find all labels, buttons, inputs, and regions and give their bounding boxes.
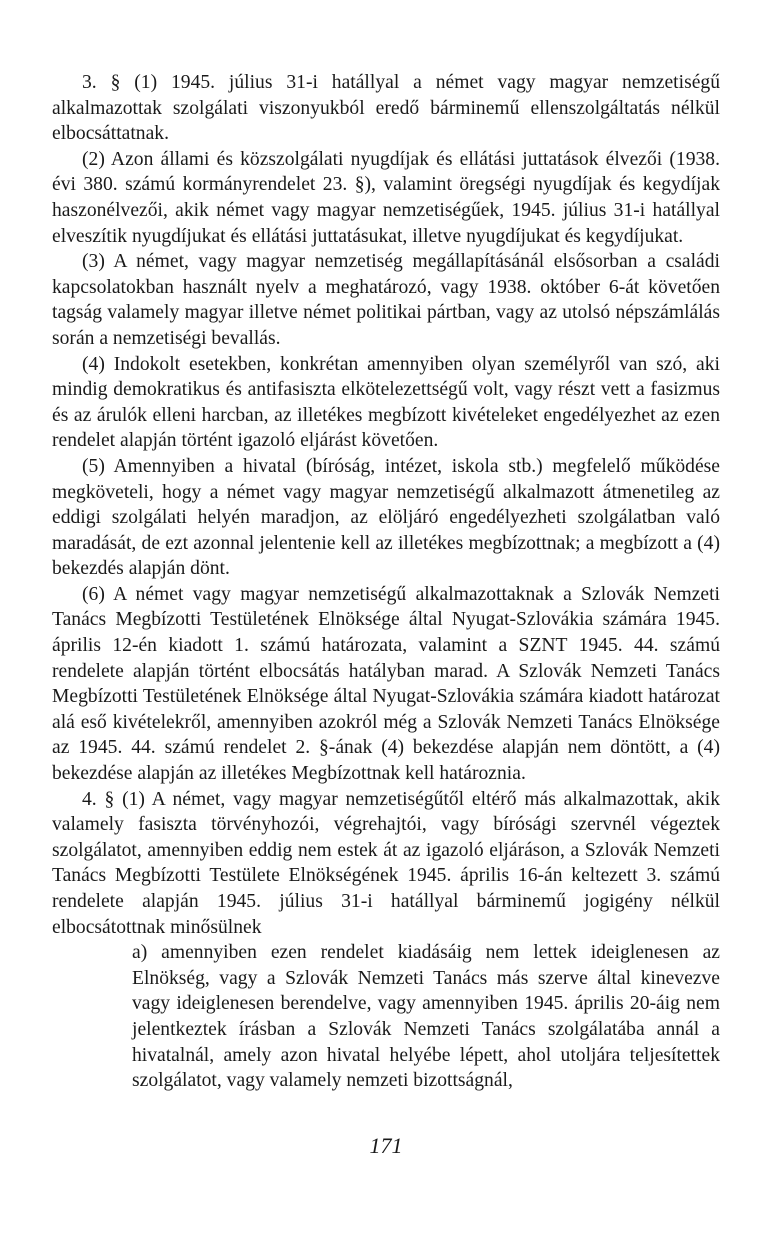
page-number: 171 bbox=[369, 1133, 403, 1158]
paragraph-3-2: (2) Azon állami és közszolgálati nyugdíjak és ellátási juttatások élvezői (1938. évi 380. számú kormányrendelet 23. §), valamint öregségi nyugdíjak és kegydíjak haszonélvezői, akik német vagy magyar nemzetiségűek, 1945. július 31-i hatállyal elveszítik nyugdíjukat és ellátási juttatásukat, illetve nyugdíjukat és kegydíjukat. bbox=[52, 148, 720, 247]
paragraph-4-1: 4. § (1) A német, vagy magyar nemzetiségűtől eltérő más alkalmazottak, akik valamely fasiszta törvényhozói, végrehajtói, vagy bírósági szervnél végeztek szolgálatot, amennyiben eddig nem estek át az igazoló eljáráson, a Szlovák Nemzeti Tanács Megbízotti Testülete Elnökségének 1945. április 16-án keltezett 3. számú rendelete alapján 1945. július 31-i hatállyal bárminemű jogigény nélkül elbocsátottnak minősülnek bbox=[52, 788, 720, 938]
paragraph-3-6: (6) A német vagy magyar nemzetiségű alkalmazottaknak a Szlovák Nemzeti Tanács Megbízotti Testületének Elnöksége által Nyugat-Szlovákia számára 1945. április 12-én kiadott 1. számú határozata, valamint a SZNT 1945. 44. számú rendelete alapján történt elbocsátás hatályban marad. A Szlovák Nemzeti Tanács Megbízotti Testületének Elnöksége által Nyugat-Szlovákia számára kiadott határozat alá eső kivételekről, amennyiben azokról még a Szlovák Nemzeti Tanács Elnöksége az 1945. 44. számú rendelet 2. §-ának (4) bekezdése alapján nem döntött, a (4) bekezdése alapján az illetékes Megbízottnak kell határoznia. bbox=[52, 583, 720, 785]
paragraph-3-5: (5) Amennyiben a hivatal (bíróság, intézet, iskola stb.) megfelelő működése megköveteli, hogy a német vagy magyar nemzetiségű alkalmazott átmenetileg az eddigi szolgálati helyén maradjon, az elöljáró engedélyezheti szolgálatban való maradását, de ezt azonnal jelentenie kell az illetékes megbízottnak; a megbízott a (4) bekezdés alapján dönt. bbox=[52, 455, 720, 580]
sub-item-a: a) amennyiben ezen rendelet kiadásáig nem lettek ideiglenesen az Elnökség, vagy a Szlovák Nemzeti Tanács más szerve által kinevezve vagy ideiglenesen berendelve, vagy amennyiben 1945. április 20-áig nem jelentkeztek írásban a Szlovák Nemzeti Tanács szolgálatába annál a hivatalnál, amely azon hivatal helyébe lépett, ahol utoljára teljesítettek szolgálatot, vagy valamely nemzeti bizottságnál, bbox=[132, 942, 720, 1092]
body-text bbox=[52, 70, 720, 1094]
paragraph-3-1: 3. § (1) 1945. július 31-i hatállyal a német vagy magyar nemzetiségű alkalmazottak szolgálati viszonyukból eredő bárminemű ellenszolgáltatás nélkül elbocsáttatnak. bbox=[52, 72, 720, 145]
paragraph-3-3: (3) A német, vagy magyar nemzetiség megállapításánál elsősorban a családi kapcsolatokban használt nyelv a meghatározó, vagy 1938. október 6-át követően tagság valamely magyar illetve német politikai pártban, vagy az utolsó népszámlálás során a nemzetiségi bevallás. bbox=[52, 251, 720, 349]
paragraph-3-4: (4) Indokolt esetekben, konkrétan amennyiben olyan személyről van szó, aki mindig demokratikus és antifasiszta elkötelezettségű volt, vagy részt vett a fasizmus és az árulók elleni harcban, az illetékes megbízott kivételeket engedélyezhet az ezen rendelet alapján történt igazoló eljárást követően. bbox=[52, 353, 720, 452]
